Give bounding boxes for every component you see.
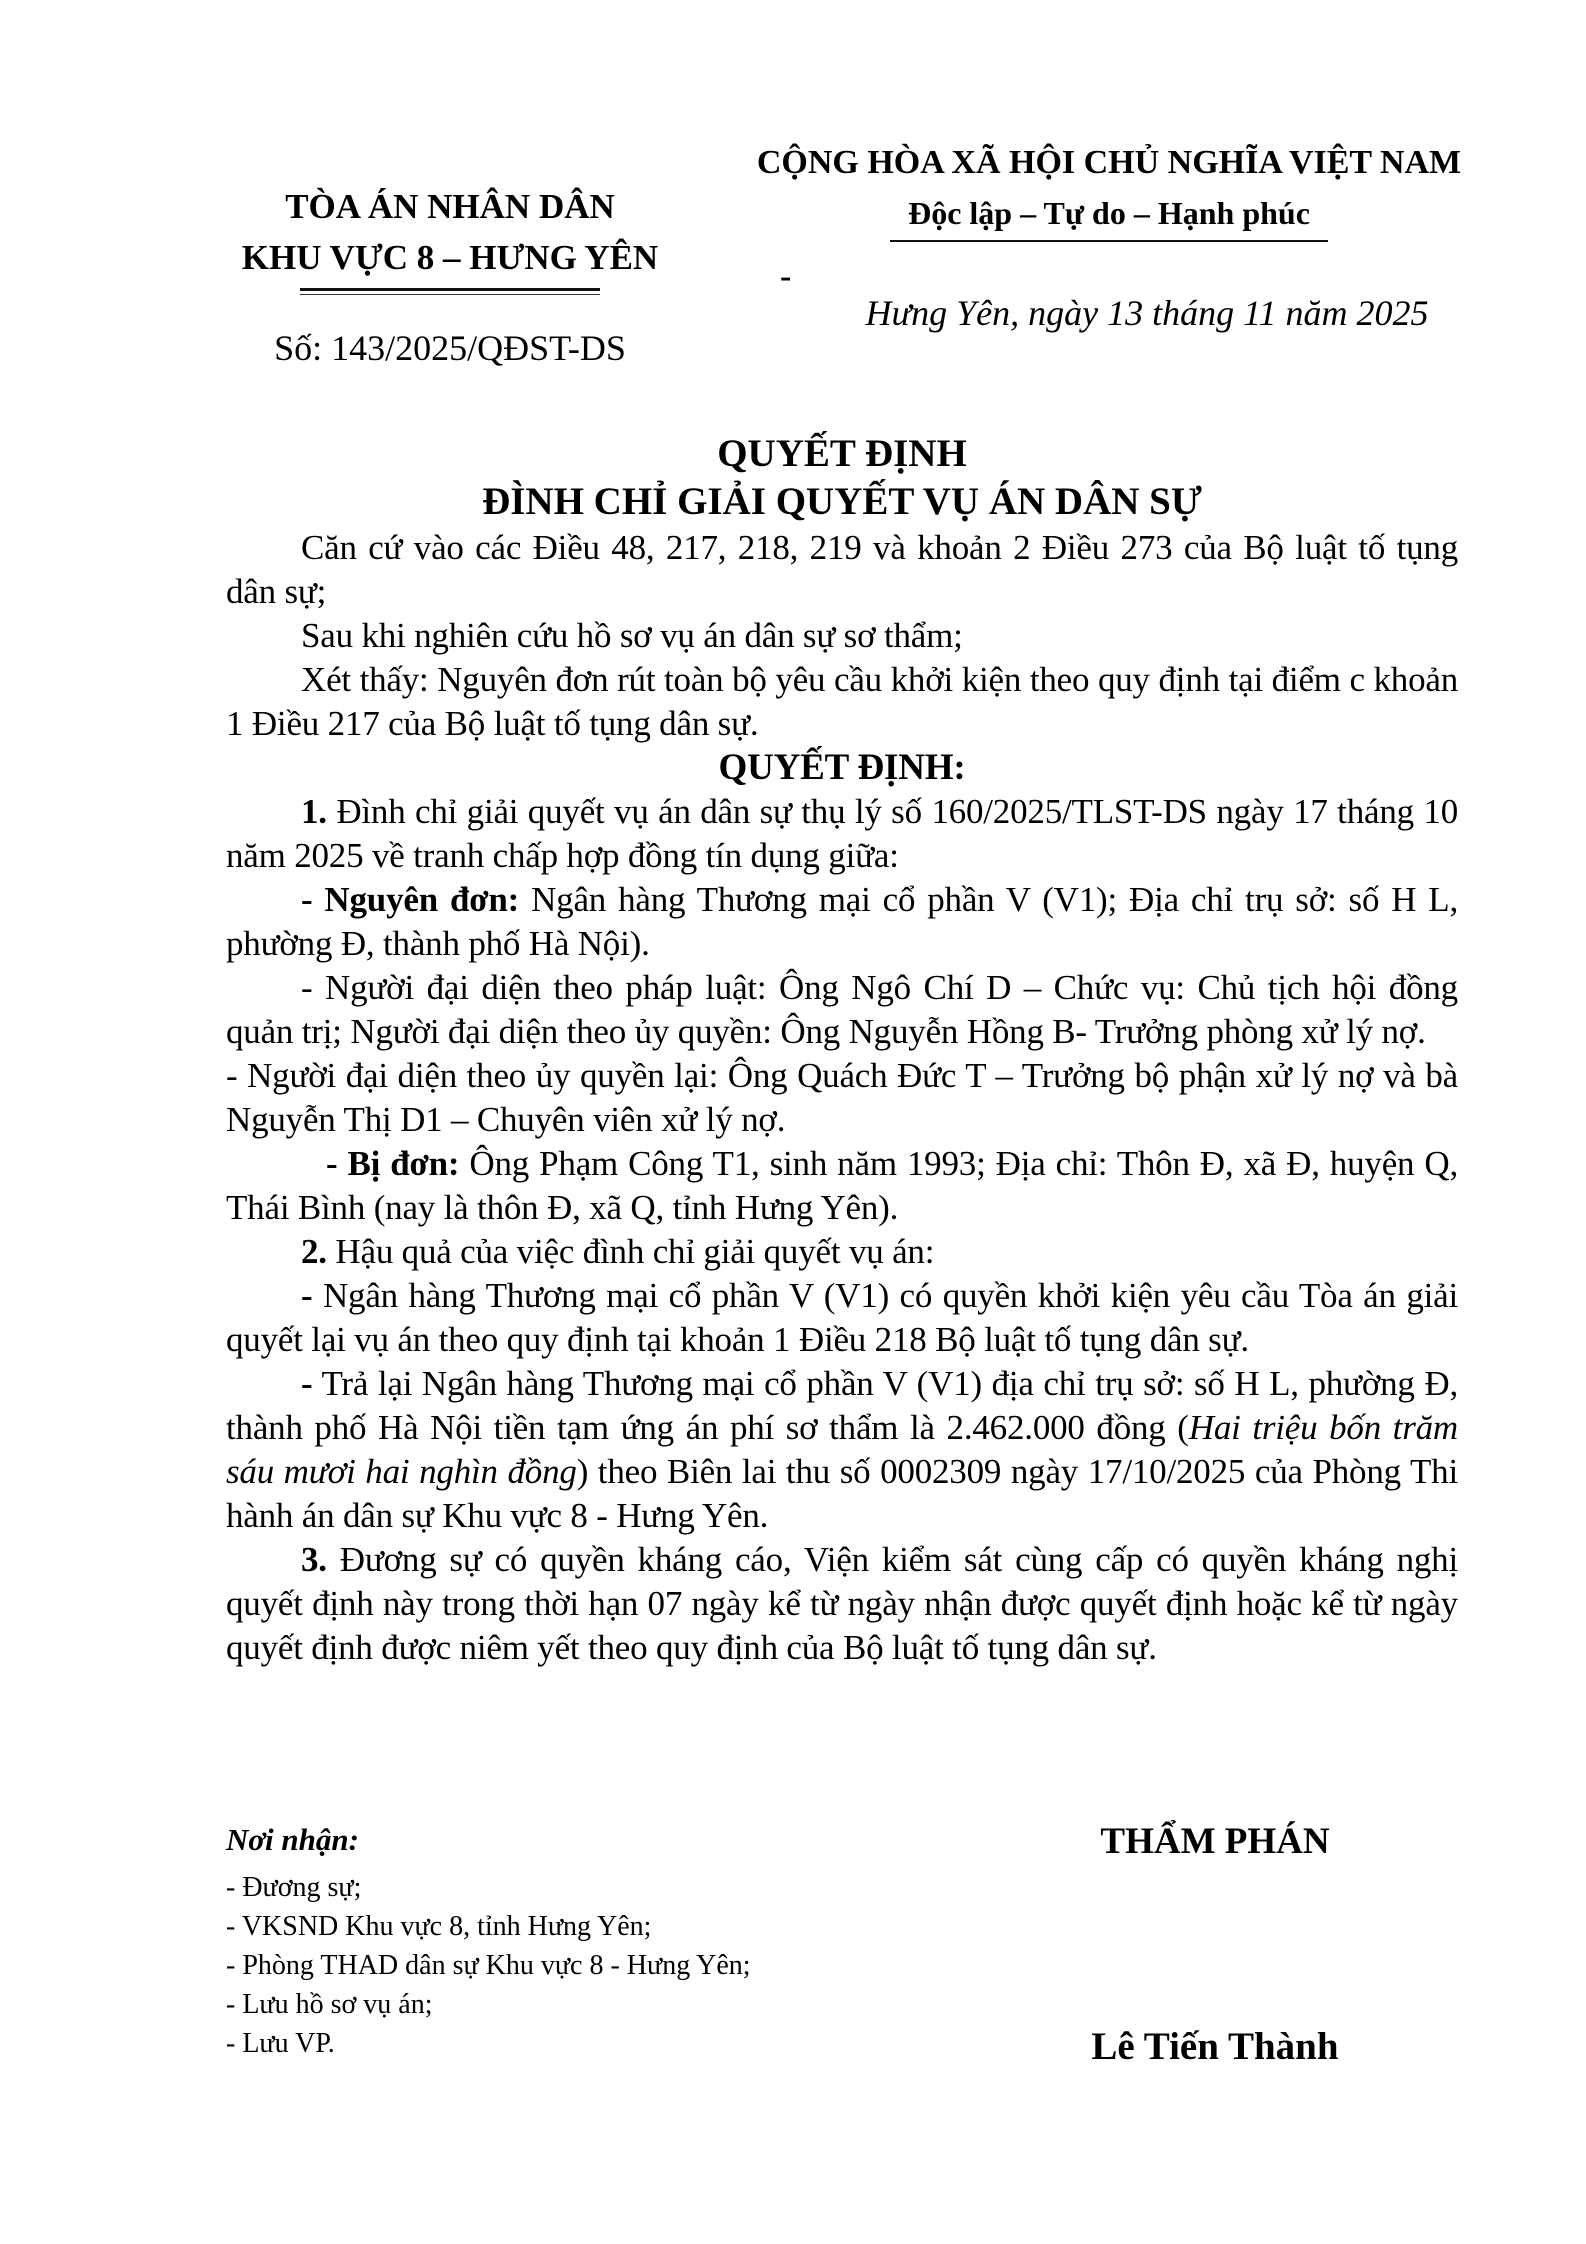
court-header-block [205,186,695,369]
decision-heading: QUYẾT ĐỊNH: [718,747,966,788]
recipient-item: - Lưu VP. [226,2028,335,2059]
dash-marker: - [301,1364,313,1403]
authorized-representative-paragraph [226,1054,1458,1142]
judge-name: Lê Tiến Thành [1091,2025,1339,2068]
republic-header-block [735,142,1483,334]
recipient-item: - Đương sự; [226,1872,362,1903]
legal-representative-paragraph [226,966,1458,1054]
decision-item-3 [226,1538,1458,1670]
document-title-line1: QUYẾT ĐỊNH [717,432,967,475]
republic-name: CỘNG HÒA XÃ HỘI CHỦ NGHĨA VIỆT NAM [756,144,1462,181]
motto-underline [890,240,1328,242]
item-number: 1. [301,792,327,831]
decision-item-2 [226,1230,1458,1274]
paragraph-text: Đương sự có quyền kháng cáo, Viện kiểm sát cùng cấp có quyền kháng nghị quyết định này trong thời hạn 07 ngày kể từ ngày nhận được quyết định hoặc kể từ ngày quyết định được niêm yết theo quy định của Bộ luật tố tụng dân sự. [226,1540,1458,1667]
recipient-item: - Lưu hồ sơ vụ án; [226,1989,433,2020]
recipient-item: - Phòng THAD dân sự Khu vực 8 - Hưng Yên; [226,1950,751,1981]
paragraph-text: Ông Phạm Công T1, sinh năm 1993; Địa chỉ: Thôn Đ, xã Đ, huyện Q, Thái Bình (nay là thôn Đ, xã Q, tỉnh Hưng Yên). [226,1144,1458,1227]
paragraph-text: Sau khi nghiên cứu hồ sơ vụ án dân sự sơ thẩm; [301,616,963,655]
amount-in-words: Hai triệu bốn trăm sáu mươi hai nghìn đồng [226,1408,1458,1491]
republic-motto: Độc lập – Tự do – Hạnh phúc [908,195,1310,231]
paragraph-text: Đình chỉ giải quyết vụ án dân sự thụ lý số 160/2025/TLST-DS ngày 17 tháng 10 năm 2025 về tranh chấp hợp đồng tín dụng giữa: [226,792,1458,875]
preamble-paragraph [226,658,1458,746]
court-name-underline [300,288,600,295]
document-title-line2: ĐÌNH CHỈ GIẢI QUYẾT VỤ ÁN DÂN SỰ [482,480,1202,523]
consequence-paragraph-1 [226,1274,1458,1362]
decision-item-1 [226,790,1458,878]
defendant-paragraph [226,1142,1458,1230]
preamble-paragraph [226,526,1458,614]
preamble-paragraph [226,614,1458,658]
signature-block [1020,1820,1410,2069]
place-date-line: Hưng Yên, ngày 13 tháng 11 năm 2025 [865,293,1429,333]
document-number: Số: 143/2025/QĐST-DS [274,328,626,368]
paragraph-text: Hậu quả của việc đình chỉ giải quyết vụ án: [326,1232,935,1271]
paragraph-text: ) theo Biên lai thu số 0002309 ngày 17/10/2025 của Phòng Thi hành án dân sự Khu vực 8 - Hưng Yên. [226,1452,1458,1535]
consequence-paragraph-2 [226,1362,1458,1538]
paragraph-text: Ngân hàng Thương mại cổ phần V (V1); Địa chỉ trụ sở: số H L, phường Đ, thành phố Hà Nội). [226,880,1458,963]
judge-title: THẨM PHÁN [1100,1821,1330,1862]
recipients-label: Nơi nhận: [226,1822,359,1857]
party-label: - Bị đơn: [326,1144,460,1183]
stray-dash-mark: - [780,258,792,295]
item-number: 2. [301,1232,327,1271]
paragraph-text: Trả lại Ngân hàng Thương mại cổ phần V (V1) địa chỉ trụ sở: số H L, phường Đ, thành phố Hà Nội tiền tạm ứng án phí sơ thẩm là 2.462.000 đồng ( [226,1364,1458,1447]
paragraph-text: Căn cứ vào các Điều 48, 217, 218, 219 và khoản 2 Điều 273 của Bộ luật tố tụng dân sự; [226,528,1458,611]
party-label: - Nguyên đơn: [301,880,520,919]
item-number: 3. [301,1540,327,1579]
plaintiff-paragraph [226,878,1458,966]
dash-marker: - [301,1276,313,1315]
court-name-line2: KHU VỰC 8 – HƯNG YÊN [241,238,659,277]
paragraph-text: - Người đại diện theo pháp luật: Ông Ngô Chí D – Chức vụ: Chủ tịch hội đồng quản trị; Người đại diện theo ủy quyền: Ông Nguyễn Hồng B- Trưởng phòng xử lý nợ. [226,968,1458,1051]
document-body [226,430,1458,1670]
court-name-line1: TÒA ÁN NHÂN DÂN [285,187,615,226]
recipient-item: - VKSND Khu vực 8, tỉnh Hưng Yên; [226,1911,652,1942]
paragraph-text: Ngân hàng Thương mại cổ phần V (V1) có quyền khởi kiện yêu cầu Tòa án giải quyết lại vụ án theo quy định tại khoản 1 Điều 218 Bộ luật tố tụng dân sự. [226,1276,1458,1359]
paragraph-text: Xét thấy: Nguyên đơn rút toàn bộ yêu cầu khởi kiện theo quy định tại điểm c khoản 1 Điều 217 của Bộ luật tố tụng dân sự. [226,660,1458,743]
paragraph-text: - Người đại diện theo ủy quyền lại: Ông Quách Đức T – Trưởng bộ phận xử lý nợ và bà Nguyễn Thị D1 – Chuyên viên xử lý nợ. [226,1056,1458,1139]
recipients-block [226,1820,846,2063]
